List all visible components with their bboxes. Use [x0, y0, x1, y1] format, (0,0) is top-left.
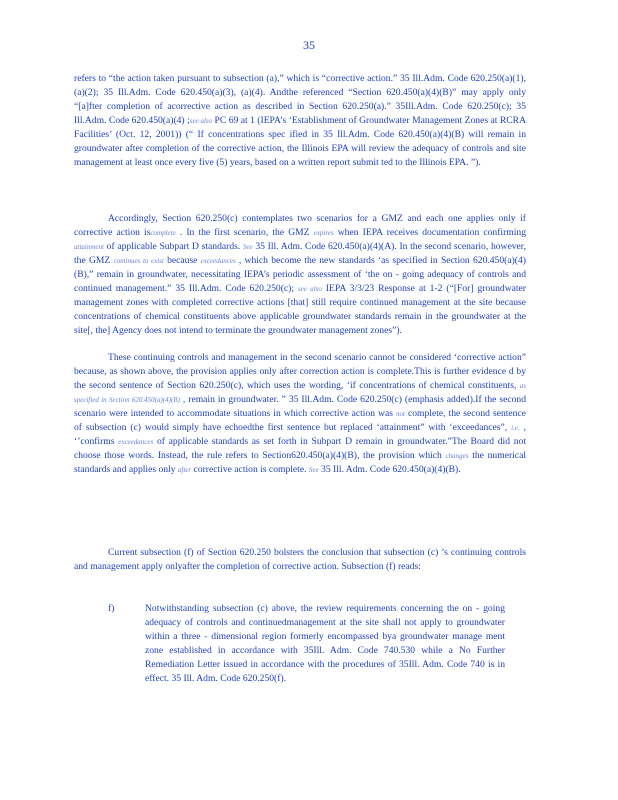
paragraph-4 — [74, 546, 526, 574]
paragraph-2-text-d: of applicable Subpart D standards. — [103, 241, 243, 252]
paragraph-2-text-f: because — [163, 255, 201, 266]
italic-ie: i.e. — [511, 424, 520, 432]
paragraph-3-text-d: , ‘’confirms — [74, 422, 526, 447]
italic-complete: complete — [150, 229, 176, 237]
paragraph-3-text-f: the numerical standards and applies only — [74, 450, 526, 475]
paragraph-1-text-b: PC 69 at 1 (IEPA’s ‘Establishment of Groundwater Management Zones at RCRA Facilities’ (Oct. 12, 2001)) (“ If concentrations spec ified in 35 Ill.Adm. Code 620.450(a)(4)(B) will remain in groundwater after completion of the corrective action, the Illinois EPA will review the adequacy of controls and site management at least once every five (5) years, based on a written report submit ted to the Illinois EPA. ”). — [74, 115, 526, 168]
citation-signal-see-2: See — [308, 466, 319, 474]
paragraph-1-text-a: refers to “the action taken pursuant to subsection (a),” which is “corrective action.” 35 Ill.Adm. Code 620.250(a)(1), (a)(2); 35 Ill.Adm. Code 620.450(a)(3), (a)(4). Andthe referenced “Section 620.450(a)(4)(B)” may apply only “[a]fter completion of acorrective action as described in Section 620.250(a).” 35Ill.Adm. Code 620.250(c); 35 Ill.Adm. Code 620.450(a)(4) ; — [74, 73, 526, 126]
italic-as-specified: as specified in Section 620.450(a)(4)(B) — [74, 382, 526, 404]
italic-expires: expires — [313, 229, 334, 237]
paragraph-2-text-e: 35 Ill. Adm. Code 620.450(a)(4)(A). In the second scenario, however, the GMZ — [74, 241, 526, 266]
paragraph-4-text-a: Current subsection (f) of Section 620.250 bolsters the conclusion that subsection (c) ’s continuing controls and management apply onlyafter the completion of corrective action. Subsection (f) reads: — [74, 547, 526, 572]
paragraph-3-text-h: 35 Ill. Adm. Code 620.450(a)(4)(B). — [318, 464, 461, 475]
italic-exceedances: exceedances — [200, 257, 236, 265]
italic-changes: changes — [445, 452, 469, 460]
quote-text: Notwithstanding subsection (c) above, the review requirements concerning the on - going adequacy of controls and continuedmanagement at the site shall not apply to groundwater within a three - dimensional region formerly encompassed bya groundwater manage ment zone established in accordance with 35Ill. Adm. Code 740.530 while a No Further Remediation Letter issued in accordance with the procedures of 35Ill. Adm. Code 740 is in effect. 35 Ill. Adm. Code 620.250(f). — [145, 603, 505, 684]
paragraph-2-text-g: , which become the new standards ‘as specified in Section 620.450(a)(4)(B),” remain in groundwater, necessitating IEPA’s periodic assessment of ‘the on - going adequacy of controls and continued management.” 35 Ill.Adm. Code 620.250(c); — [74, 255, 526, 294]
paragraph-3-text-a: These continuing controls and management in the second scenario cannot be considered ‘corrective action” because, as shown above, the provision applies only after correction action is complete.This is further evidence d by the second sentence of Section 620.250(c), which uses the wording, ‘if concentrations of chemical constituents, — [74, 352, 526, 391]
paragraph-2-text-h: IEPA 3/3/23 Response at 1-2 (“[For] groundwater management zones with completed corrective actions [that] still require continued management at the site because concentrations of chemical constituents above applicable groundwater standards remain in the groundwater at the site[, the] Agency does not intend to terminate the groundwater management zones”). — [74, 283, 526, 336]
italic-continues-to-exist: continues to exist — [113, 257, 164, 265]
paragraph-3-text-b: , remain in groundwater. ” 35 Ill.Adm. Code 620.250(c) (emphasis added).If the second scenario were intended to accommodate situations in which corrective action was — [74, 394, 526, 419]
italic-exceedances-2: exceedances — [118, 438, 154, 446]
paragraph-2-text-c: when IEPA receives documentation confirming — [333, 227, 526, 238]
paragraph-3-text-e: of applicable standards as set forth in Subpart D remain in groundwater.”The Board did not choose those words. Instead, the rule refers to Section620.450(a)(4)(B), the provision which — [74, 436, 526, 461]
italic-after: after — [177, 466, 192, 474]
quote-label: f) — [108, 603, 115, 614]
paragraph-3 — [74, 351, 526, 477]
page-number: 35 — [303, 38, 315, 52]
paragraph-1 — [74, 72, 526, 170]
citation-signal-see-also: see also — [189, 117, 213, 125]
paragraph-3-text-c: complete, the second sentence of subsection (c) would simply have echoedthe first sentence but replaced ‘attainment” with ‘exceedances”, — [74, 408, 526, 433]
paragraph-2-text-a: Accordingly, Section 620.250(c) contemplates two scenarios for a GMZ and each one applies only if corrective action is — [74, 213, 526, 238]
citation-signal-see-also-2: see also — [297, 285, 322, 293]
italic-attainment: attainment — [74, 243, 104, 251]
italic-not: not — [396, 410, 405, 418]
paragraph-2-text-b: . In the first scenario, the GMZ — [175, 227, 314, 238]
citation-signal-see: See — [242, 243, 253, 251]
paragraph-3-text-g: corrective action is complete. — [191, 464, 309, 475]
paragraph-2 — [74, 212, 526, 338]
